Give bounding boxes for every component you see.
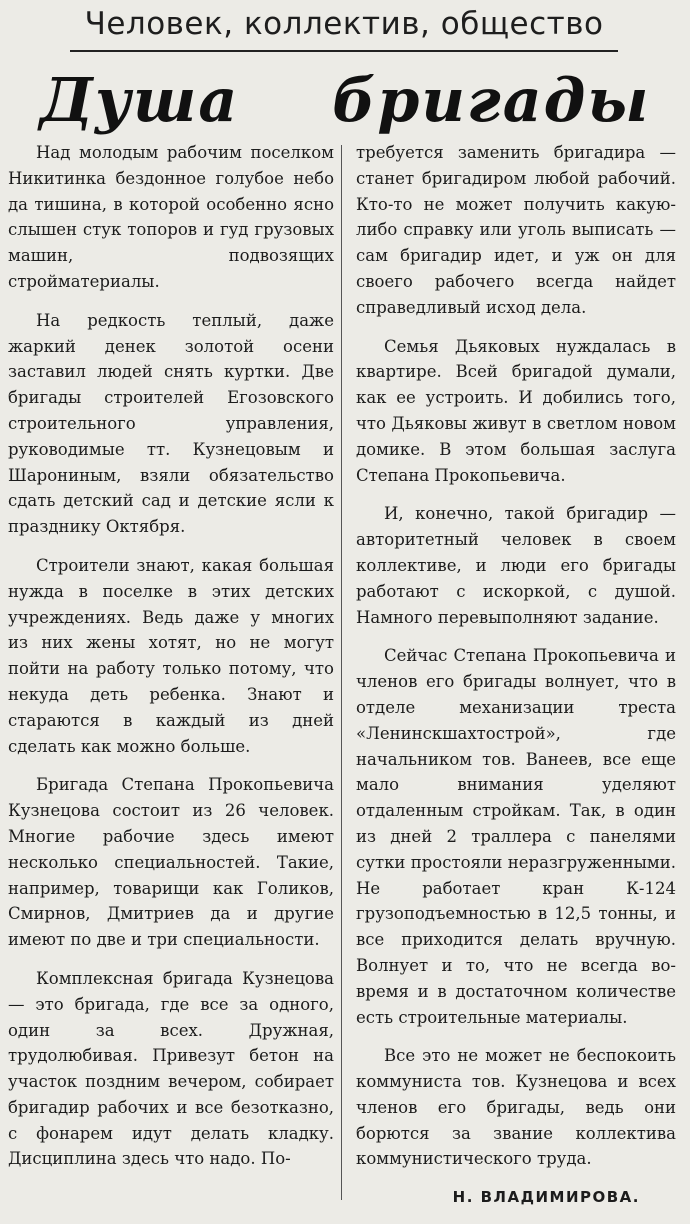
paragraph: Все это не может не беспокоить коммуниста тов. Кузнецова и всех членов его бригады, ведь они борются за звание коллектива коммунистического труда. [356, 1046, 676, 1169]
paragraph: Семья Дьяковых нуждалась в квартире. Всей бригадой думали, как ее устроить. И добились того, что Дьяковы живут в светлом новом домике. В этом большая заслуга Степана Прокопьевича. [356, 336, 676, 485]
column-divider [341, 145, 342, 1200]
rubric-underline [70, 50, 618, 52]
paragraph: И, конечно, такой бригадир — авторитетный человек в своем коллективе, и люди его бригады работают с искоркой, с душой. Намного перевыполняют задание. [356, 504, 676, 627]
paragraph: требуется заменить бригадира — станет бригадиром любой рабочий. Кто-то не может получить какую-либо справку или уголь выписать — сам бригадир идет, и уж он для своего рабочего всегда найдет справедливый исход дела. [356, 143, 676, 317]
paragraph: Над молодым рабочим поселком Никитинка бездонное голубое небо да тишина, в которой особенно ясно слышен стук топоров и гуд грузовых машин, подвозящих стройматериалы. [8, 143, 334, 291]
paragraph: Сейчас Степана Прокопьевича и членов его бригады волнует, что в отделе механизации треста «Ленинскшахтострой», где начальником тов. Ванеев, все еще мало внимания уделяют отдаленным стройкам. Так, в один из дней 2 траллера с панелями сутки простояли неразгруженными. Не работает кран К-124 грузоподъемностью в 12,5 тонны, и все приходится делать вручную. Волнует и то, что не всегда во-время и в достаточном количестве есть строительные материалы. [356, 646, 676, 1027]
paragraph: Бригада Степана Прокопьевича Кузнецова состоит из 26 человек. Многие рабочие здесь имеют несколько специальностей. Такие, например, товарищи как Голиков, Смирнов, Дмитриев да и другие имеют по две и три специальности. [8, 775, 334, 950]
left-column [8, 140, 334, 1185]
paragraph: Строители знают, какая большая нужда в поселке в этих детских учреждениях. Ведь даже у многих из них жены хотят, но не могут пойти на работу только потому, что некуда деть ребенка. Знают и стараются в каждый из дней сделать как можно больше. [8, 555, 334, 756]
right-column [356, 140, 676, 1224]
paragraph: На редкость теплый, даже жаркий денек золотой осени заставил людей снять куртки. Две бригады строителей Егозовского строительного управления, руководимые тт. Кузнецовым и Шарониным, взяли обязательство сдать детский сад и детские ясли к празднику Октября. [8, 310, 334, 537]
paragraph: Комплексная бригада Кузнецова — это бригада, где все за одного, один за всех. Дружная, трудолюбивая. Привезут бетон на участок поздним вечером, собирает бригадир рабочих и все безотказно, с фонарем идут делать кладку. Дисциплина здесь что надо. По- [8, 968, 334, 1169]
article-headline: Душа бригады [39, 66, 651, 136]
section-rubric: Человек, коллектив, общество [84, 6, 604, 42]
author-byline: Н. ВЛАДИМИРОВА. [452, 1188, 640, 1207]
